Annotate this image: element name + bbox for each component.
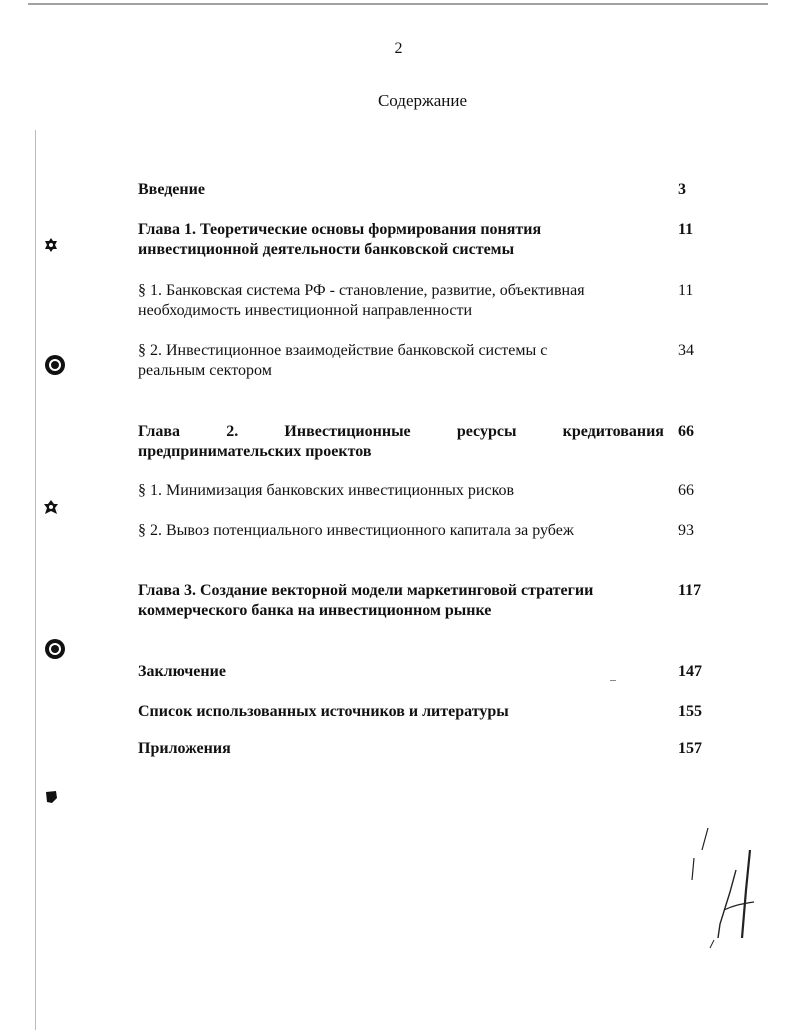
handwritten-signature	[680, 820, 770, 950]
scan-top-edge	[28, 3, 768, 5]
toc-entry-appendices[interactable]	[138, 739, 712, 759]
toc-entry-conclusion[interactable]	[138, 662, 712, 682]
toc-page-number: 11	[678, 282, 694, 299]
toc-entry-label-line-2: предпринимательских проектов	[138, 443, 372, 460]
toc-entry-label: Глава 3. Создание векторной модели маркетинговой стратегии коммерческого банка на инвестиционном рынке	[138, 582, 594, 619]
toc-word: кредитования	[562, 423, 664, 440]
toc-entry-label: § 1. Минимизация банковских инвестиционных рисков	[138, 482, 515, 499]
toc-entry-label: Введение	[138, 181, 205, 198]
toc-page-number: 66	[678, 423, 694, 440]
toc-word: Инвестиционные	[284, 423, 411, 440]
toc-entry-label: Список использованных источников и литературы	[138, 703, 509, 720]
page-number: 2	[394, 40, 403, 57]
toc-entry-ch2-section-1[interactable]	[138, 481, 712, 501]
toc-entry-chapter-3[interactable]	[138, 581, 712, 621]
toc-page-number: 147	[678, 663, 702, 680]
toc-entry-label: Глава 1. Теоретические основы формирования понятия инвестиционной деятельности банковской системы	[138, 221, 542, 258]
toc-page-number: 93	[678, 522, 694, 539]
toc-page-number: 66	[678, 482, 694, 499]
toc-entry-label-line-1	[138, 422, 664, 442]
toc-entry-ch1-section-2[interactable]	[138, 341, 712, 381]
toc-entry-ch1-section-1[interactable]	[138, 281, 712, 321]
punch-mark-icon	[44, 238, 58, 252]
toc-entry-label: § 2. Вывоз потенциального инвестиционного капитала за рубеж	[138, 522, 574, 539]
toc-entry-intro[interactable]	[138, 180, 712, 200]
toc-entry-chapter-1[interactable]	[138, 220, 712, 260]
toc-entry-label: § 2. Инвестиционное взаимодействие банковской системы с реальным сектором	[138, 342, 548, 379]
toc-page-number: 155	[678, 703, 702, 720]
toc-entry-references[interactable]	[138, 702, 712, 722]
page-title: Содержание	[377, 91, 468, 110]
toc-entry-label: § 1. Банковская система РФ - становление, развитие, объективная необходимость инвестиционной направленности	[138, 282, 585, 319]
punch-mark-icon	[44, 790, 58, 804]
toc-entry-label: Приложения	[138, 740, 231, 757]
scan-speck	[610, 680, 616, 681]
toc-entry-chapter-2[interactable]	[138, 422, 712, 462]
toc-entry-label: Заключение	[138, 663, 226, 680]
toc-page-number: 3	[678, 181, 686, 198]
toc-word: ресурсы	[456, 423, 517, 440]
toc-page-number: 34	[678, 342, 694, 359]
punch-hole-icon	[44, 638, 66, 660]
punch-hole-icon	[44, 354, 66, 376]
toc-page-number: 11	[678, 221, 694, 238]
scan-left-edge	[35, 130, 36, 1030]
toc-word: Глава	[138, 423, 180, 440]
toc-word: 2.	[226, 423, 239, 440]
punch-mark-icon	[44, 500, 58, 516]
toc-entry-ch2-section-2[interactable]	[138, 521, 712, 541]
toc-page-number: 117	[678, 582, 702, 599]
toc-page-number: 157	[678, 740, 702, 757]
